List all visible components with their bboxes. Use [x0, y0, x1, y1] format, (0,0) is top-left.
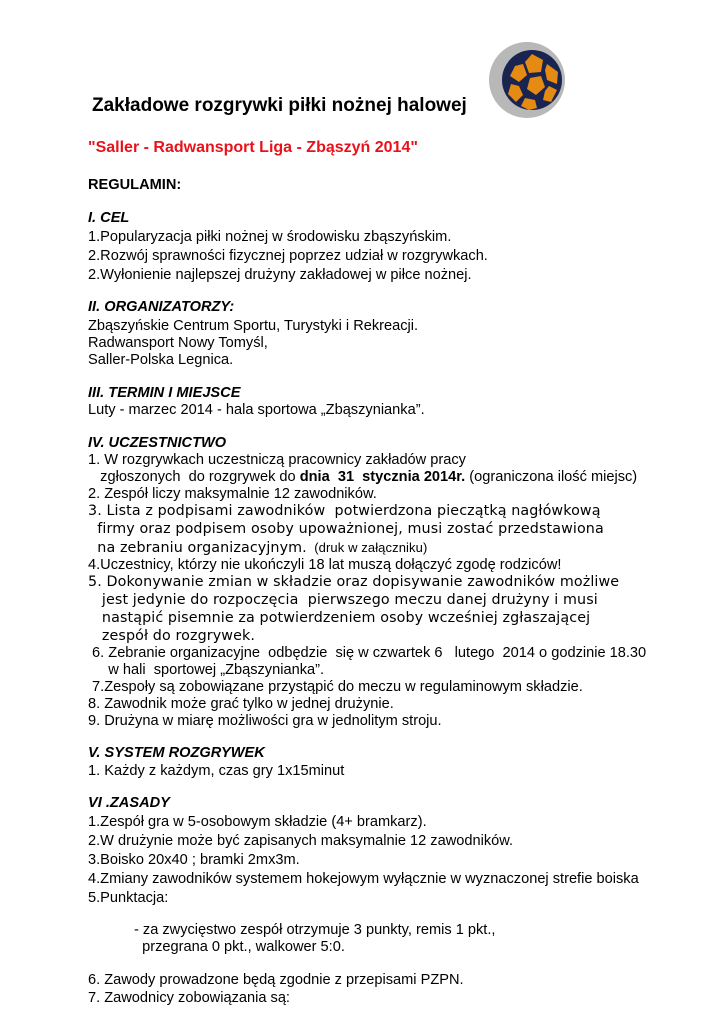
termin-text: Luty - marzec 2014 - hala sportowa „Zbąszynianka”. [88, 402, 425, 418]
punktacja-line: przegrana 0 pkt., walkower 5:0. [134, 939, 345, 955]
cel-item: 1.Popularyzacja piłki nożnej w środowisku zbąszyńskim. [88, 229, 452, 245]
deadline-date: dnia 31 stycznia 2014r. [299, 469, 466, 485]
section-heading-uczestnictwo: IV. UCZESTNICTWO [88, 435, 227, 451]
section-heading-termin: III. TERMIN I MIEJSCE [88, 385, 241, 401]
regulamin-heading: REGULAMIN: [88, 177, 182, 193]
league-subtitle: "Saller - Radwansport Liga - Zbąszyń 2014" [88, 139, 418, 156]
uczestnictwo-line: 5. Dokonywanie zmian w składzie oraz dopisywanie zawodników możliwe [88, 574, 620, 590]
zasady-line: 2.W drużynie może być zapisanych maksymalnie 12 zawodników. [88, 833, 514, 849]
uczestnictwo-line: 8. Zawodnik może grać tylko w jednej drużynie. [88, 696, 394, 712]
zasady-line: 6. Zawody prowadzone będą zgodnie z przepisami PZPN. [88, 972, 464, 988]
zasady-line: 4.Zmiany zawodników systemem hokejowym wyłącznie w wyznaczonej strefie boiska [88, 871, 639, 887]
organizator-item: Zbąszyńskie Centrum Sportu, Turystyki i Rekreacji. [88, 318, 419, 334]
zasady-line: 1.Zespół gra w 5-osobowym składzie (4+ bramkarz). [88, 814, 427, 830]
section-heading-zasady: VI .ZASADY [88, 795, 170, 811]
section-heading-system: V. SYSTEM ROZGRYWEK [88, 745, 265, 761]
druk-note: (druk w załączniku) [306, 540, 428, 555]
uczestnictwo-line-deadline [88, 469, 637, 486]
uczestnictwo-line: 3. Lista z podpisami zawodników potwierdzona pieczątką nagłówkową [88, 503, 601, 519]
section-heading-organizatorzy: II. ORGANIZATORZY: [88, 299, 235, 315]
deadline-note: (ograniczona ilość miejsc) [465, 469, 638, 485]
zasady-line: 3.Boisko 20x40 ; bramki 2mx3m. [88, 852, 300, 868]
uczestnictwo-line-druk [88, 539, 427, 557]
zasady-line: 5.Punktacja: [88, 890, 169, 906]
uczestnictwo-line: 9. Drużyna w miarę możliwości gra w jednolitym stroju. [88, 713, 442, 729]
punktacja-line: - za zwycięstwo zespół otrzymuje 3 punkty, remis 1 pkt., [134, 922, 496, 938]
deadline-prefix: zgłoszonych do rozgrywek do [88, 469, 300, 485]
cel-item: 2.Wyłonienie najlepszej drużyny zakładowej w piłce nożnej. [88, 267, 472, 283]
uczestnictwo-line: 7.Zespoły są zobowiązane przystąpić do meczu w regulaminowym składzie. [88, 679, 583, 695]
section-heading-cel: I. CEL [88, 210, 130, 226]
cel-item: 2.Rozwój sprawności fizycznej poprzez udział w rozgrywkach. [88, 248, 488, 264]
uczestnictwo-line: 1. W rozgrywkach uczestniczą pracownicy zakładów pracy [88, 452, 466, 468]
uczestnictwo-line: zespół do rozgrywek. [88, 628, 256, 644]
zasady-line: 7. Zawodnicy zobowiązania są: [88, 990, 290, 1006]
system-text: 1. Każdy z każdym, czas gry 1x15minut [88, 763, 345, 779]
uczestnictwo-line: nastąpić pisemnie za potwierdzeniem osoby wcześniej zgłaszającej [88, 610, 591, 626]
uczestnictwo-line: w hali sportowej „Zbąszynianka”. [88, 662, 325, 678]
uczestnictwo-line: firmy oraz podpisem osoby upoważnionej, musi zostać przedstawiona [88, 521, 604, 537]
organizator-item: Saller-Polska Legnica. [88, 352, 234, 368]
uczestnictwo-line: jest jedynie do rozpoczęcia pierwszego meczu danej drużyny i musi [88, 592, 598, 608]
zebranie-text: na zebraniu organizacyjnym. [88, 540, 307, 556]
uczestnictwo-line: 6. Zebranie organizacyjne odbędzie się w czwartek 6 lutego 2014 o godzinie 18.30 [88, 645, 647, 661]
uczestnictwo-line: 4.Uczestnicy, którzy nie ukończyli 18 lat muszą dołączyć zgodę rodziców! [88, 557, 562, 573]
page-title: Zakładowe rozgrywki piłki nożnej halowej [92, 95, 467, 116]
uczestnictwo-line: 2. Zespół liczy maksymalnie 12 zawodników. [88, 486, 377, 502]
organizator-item: Radwansport Nowy Tomyśl, [88, 335, 268, 351]
soccer-ball-icon [485, 40, 565, 120]
